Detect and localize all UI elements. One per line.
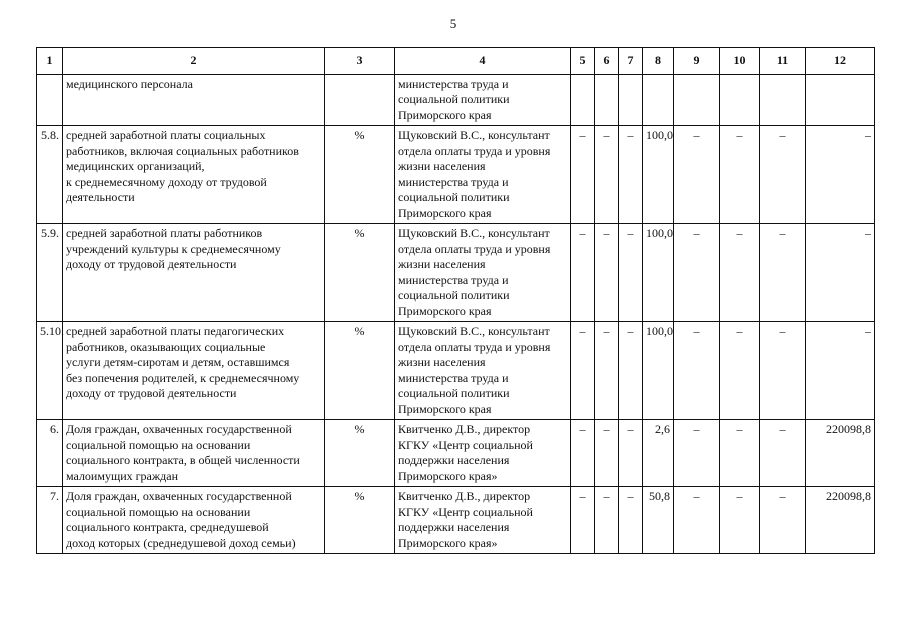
value-cell-col11: –: [760, 420, 806, 487]
responsible-cell: [395, 487, 571, 554]
responsible-line: Приморского края: [398, 401, 492, 416]
indicator-name-line: учреждений культуры к среднемесячному: [66, 241, 281, 256]
table-row: [37, 126, 875, 224]
value-cell-col10: –: [720, 322, 760, 420]
value-cell-col5: –: [571, 487, 595, 554]
unit-cell: [325, 74, 395, 126]
indicator-name-line: медицинского персонала: [66, 76, 193, 91]
unit-cell: %: [325, 224, 395, 322]
column-header: 2: [63, 48, 325, 75]
value-cell-col11: [760, 74, 806, 126]
column-header: 8: [643, 48, 674, 75]
column-header: 11: [760, 48, 806, 75]
column-header: 12: [806, 48, 875, 75]
indicator-name-line: социальной помощью на основании: [66, 437, 251, 452]
responsible-line: КГКУ «Центр социальной: [398, 437, 533, 452]
value-cell-col6: –: [595, 322, 619, 420]
table-row: [37, 322, 875, 420]
unit-cell: %: [325, 126, 395, 224]
responsible-line: Приморского края»: [398, 468, 498, 483]
value-cell-col12: [806, 74, 875, 126]
value-cell-col7: –: [619, 224, 643, 322]
responsible-line: социальной политики: [398, 92, 510, 106]
responsible-line: жизни населения: [398, 355, 486, 369]
value-cell-col6: [595, 74, 619, 126]
row-number: 5.9.: [37, 224, 63, 322]
indicators-table: [36, 47, 875, 554]
indicator-name-line: средней заработной платы социальных: [66, 128, 266, 142]
value-cell-col7: –: [619, 487, 643, 554]
value-cell-col9: –: [674, 487, 720, 554]
header-row: [37, 48, 875, 75]
value-cell-col9: [674, 74, 720, 126]
value-cell-col12: –: [806, 224, 875, 322]
value-cell-col5: –: [571, 420, 595, 487]
value-cell-col8: 100,0: [643, 322, 674, 420]
row-number: 6.: [37, 420, 63, 487]
value-cell-col8: 100,0: [643, 126, 674, 224]
table-row: [37, 487, 875, 554]
value-cell-col12: 220098,8: [806, 487, 875, 554]
responsible-line: Щуковский В.С., консультант: [398, 324, 550, 338]
column-header: 5: [571, 48, 595, 75]
indicator-name-line: доходу от трудовой деятельности: [66, 257, 237, 271]
indicator-name-line: социального контракта, среднедушевой: [66, 520, 269, 534]
column-header: 10: [720, 48, 760, 75]
value-cell-col5: –: [571, 126, 595, 224]
value-cell-col8: [643, 74, 674, 126]
value-cell-col9: –: [674, 322, 720, 420]
responsible-line: Квитченко Д.В., директор: [398, 489, 531, 503]
value-cell-col6: –: [595, 420, 619, 487]
indicator-name-cell: [63, 322, 325, 420]
value-cell-col6: –: [595, 224, 619, 322]
row-number: 5.8.: [37, 126, 63, 224]
value-cell-col12: –: [806, 126, 875, 224]
indicator-name-line: деятельности: [66, 190, 135, 204]
column-header: 9: [674, 48, 720, 75]
indicator-name-cell: [63, 224, 325, 322]
row-number: [37, 74, 63, 126]
value-cell-col7: [619, 74, 643, 126]
value-cell-col12: –: [806, 322, 875, 420]
indicator-name-line: медицинских организаций,: [66, 159, 205, 173]
value-cell-col7: –: [619, 126, 643, 224]
value-cell-col9: –: [674, 224, 720, 322]
indicator-name-line: социальной помощью на основании: [66, 504, 251, 519]
responsible-cell: [395, 322, 571, 420]
indicator-name-line: Доля граждан, охваченных государственной: [66, 422, 292, 436]
indicator-name-line: доходу от трудовой деятельности: [66, 386, 237, 400]
value-cell-col8: 100,0: [643, 224, 674, 322]
responsible-line: министерства труда и: [398, 174, 509, 189]
value-cell-col7: –: [619, 322, 643, 420]
value-cell-col10: –: [720, 126, 760, 224]
unit-cell: %: [325, 487, 395, 554]
value-cell-col9: –: [674, 126, 720, 224]
indicator-name-cell: [63, 74, 325, 126]
column-header: 4: [395, 48, 571, 75]
responsible-line: жизни населения: [398, 159, 486, 173]
responsible-line: жизни населения: [398, 257, 486, 271]
value-cell-col5: –: [571, 322, 595, 420]
table-body: [37, 74, 875, 554]
indicator-name-line: средней заработной платы педагогических: [66, 324, 285, 338]
table-row: [37, 420, 875, 487]
responsible-line: социальной политики: [398, 190, 510, 204]
indicator-name-cell: [63, 420, 325, 487]
row-number: 7.: [37, 487, 63, 554]
value-cell-col5: –: [571, 224, 595, 322]
indicator-name-line: средней заработной платы работников: [66, 226, 263, 240]
responsible-line: Приморского края: [398, 205, 492, 220]
table-row: [37, 74, 875, 126]
value-cell-col11: –: [760, 224, 806, 322]
column-header: 7: [619, 48, 643, 75]
responsible-cell: [395, 420, 571, 487]
indicator-name-line: работников, оказывающих социальные: [66, 339, 266, 354]
value-cell-col10: –: [720, 487, 760, 554]
indicator-name-line: Доля граждан, охваченных государственной: [66, 489, 292, 503]
responsible-cell: [395, 126, 571, 224]
value-cell-col12: 220098,8: [806, 420, 875, 487]
value-cell-col10: [720, 74, 760, 126]
responsible-line: поддержки населения: [398, 453, 510, 467]
indicator-name-line: социального контракта, в общей численности: [66, 453, 300, 467]
responsible-line: Квитченко Д.В., директор: [398, 422, 531, 436]
responsible-cell: [395, 224, 571, 322]
responsible-line: министерства труда и: [398, 272, 509, 287]
responsible-line: Щуковский В.С., консультант: [398, 128, 550, 142]
responsible-line: министерства труда и: [398, 370, 509, 385]
indicator-name-line: доход которых (среднедушевой доход семьи): [66, 535, 296, 550]
page-number: 5: [449, 16, 457, 31]
responsible-line: Приморского края: [398, 107, 492, 122]
indicator-name-line: без попечения родителей, к среднемесячному: [66, 370, 300, 385]
indicator-name-line: услуги детям-сиротам и детям, оставшимся: [66, 355, 290, 369]
responsible-line: КГКУ «Центр социальной: [398, 504, 533, 519]
responsible-cell: [395, 74, 571, 126]
value-cell-col11: –: [760, 487, 806, 554]
indicator-name-line: малоимущих граждан: [66, 468, 179, 483]
responsible-line: социальной политики: [398, 288, 510, 302]
value-cell-col6: –: [595, 487, 619, 554]
column-header: 3: [325, 48, 395, 75]
column-header: 1: [37, 48, 63, 75]
value-cell-col11: –: [760, 322, 806, 420]
row-number: 5.10.: [37, 322, 63, 420]
value-cell-col11: –: [760, 126, 806, 224]
responsible-line: министерства труда и: [398, 76, 509, 91]
responsible-line: поддержки населения: [398, 520, 510, 534]
indicator-name-cell: [63, 487, 325, 554]
table-row: [37, 224, 875, 322]
indicator-name-line: работников, включая социальных работников: [66, 143, 299, 158]
value-cell-col6: –: [595, 126, 619, 224]
value-cell-col10: –: [720, 224, 760, 322]
indicator-name-cell: [63, 126, 325, 224]
value-cell-col10: –: [720, 420, 760, 487]
value-cell-col8: 2,6: [643, 420, 674, 487]
column-header: 6: [595, 48, 619, 75]
value-cell-col9: –: [674, 420, 720, 487]
responsible-line: Приморского края: [398, 303, 492, 318]
value-cell-col8: 50,8: [643, 487, 674, 554]
responsible-line: отдела оплаты труда и уровня: [398, 241, 551, 256]
responsible-line: социальной политики: [398, 386, 510, 400]
responsible-line: Щуковский В.С., консультант: [398, 226, 550, 240]
unit-cell: %: [325, 322, 395, 420]
value-cell-col5: [571, 74, 595, 126]
responsible-line: отдела оплаты труда и уровня: [398, 339, 551, 354]
responsible-line: Приморского края»: [398, 535, 498, 550]
responsible-line: отдела оплаты труда и уровня: [398, 143, 551, 158]
value-cell-col7: –: [619, 420, 643, 487]
unit-cell: %: [325, 420, 395, 487]
indicator-name-line: к среднемесячному доходу от трудовой: [66, 174, 267, 189]
